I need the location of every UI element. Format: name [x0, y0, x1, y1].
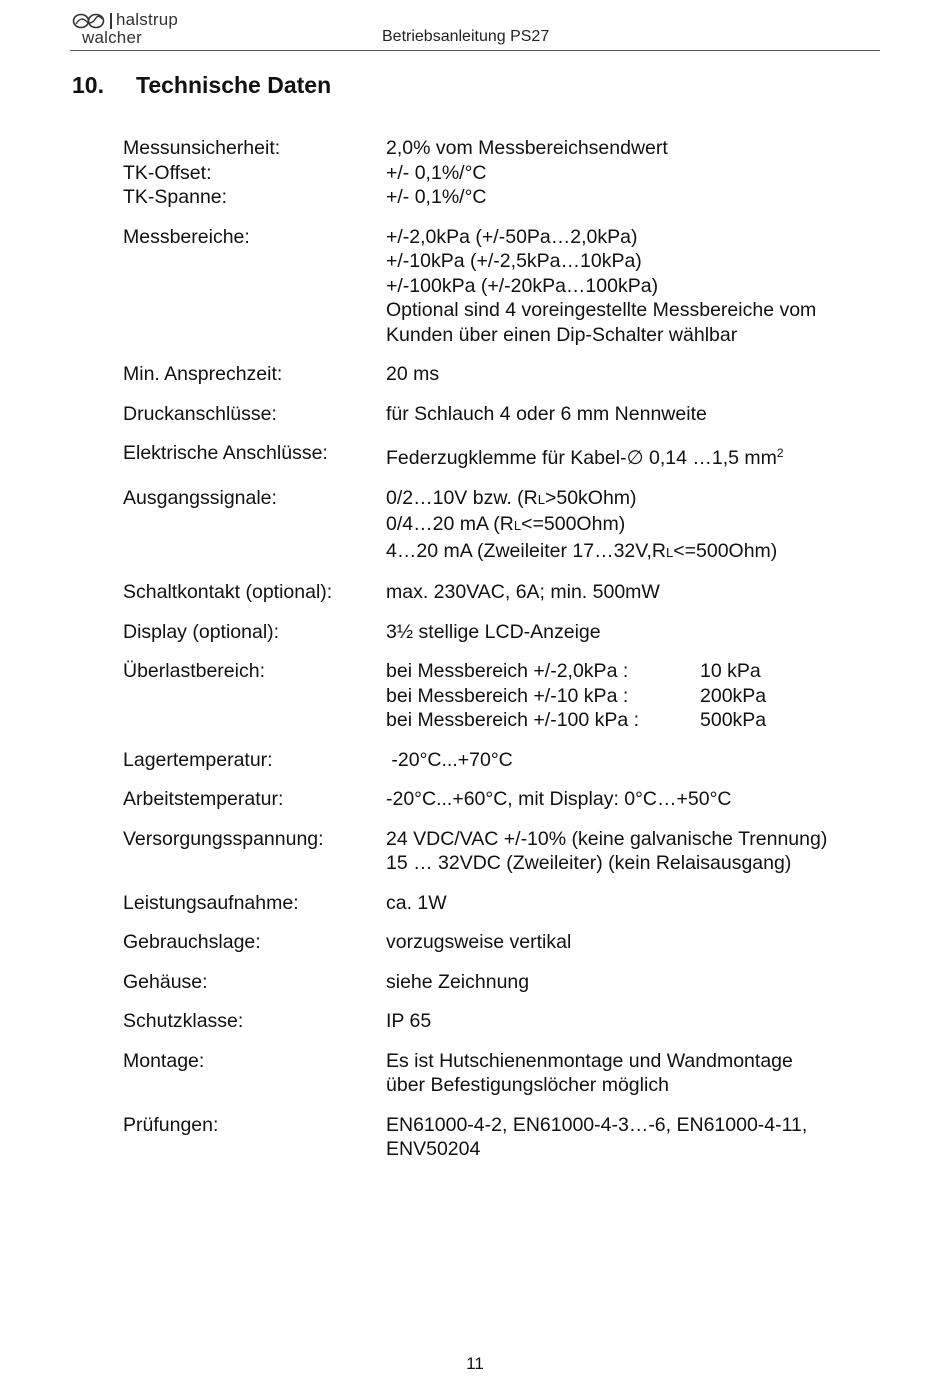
spec-label: Druckanschlüsse: [123, 402, 277, 425]
spec-row-druckanschluesse [123, 402, 883, 427]
spec-value-line [386, 486, 883, 513]
spec-value: +/- 0,1%/°C [386, 186, 487, 208]
spec-value-line [386, 512, 883, 539]
section-title: Technische Daten [136, 72, 332, 98]
spec-value-line: über Befestigungslöcher möglich [386, 1074, 669, 1096]
spec-row-gebrauchslage [123, 930, 883, 955]
spec-value: ca. 1W [386, 891, 447, 914]
overload-range: bei Messbereich +/-100 kPa : [386, 709, 640, 731]
spec-row-arbeitstemperatur [123, 787, 883, 812]
spec-row-tk-spanne [123, 185, 883, 210]
overload-row [386, 684, 883, 709]
text-part: 0/4…20 mA (R [386, 513, 514, 535]
page-number: 11 [466, 1354, 484, 1373]
spec-label: TK-Offset: [123, 161, 212, 184]
spec-row-schaltkontakt [123, 580, 883, 605]
spec-row-ausgangssignale [123, 486, 883, 566]
spec-label: Messbereiche: [123, 225, 250, 248]
page-header [70, 8, 880, 51]
subscript: L [537, 491, 545, 507]
text-part: >50kOhm) [544, 486, 637, 509]
spec-value-line: ENV50204 [386, 1138, 481, 1160]
spec-value-line: EN61000-4-2, EN61000-4-3…-6, EN61000-4-11, [386, 1113, 808, 1136]
overload-range: bei Messbereich +/-2,0kPa : [386, 660, 629, 682]
overload-value: 200kPa [700, 684, 767, 707]
spec-row-schutzklasse [123, 1009, 883, 1034]
superscript: 2 [776, 446, 784, 460]
spec-value: 2,0% vom Messbereichsendwert [386, 137, 668, 159]
spec-value-line: 24 VDC/VAC +/-10% (keine galvanische Trennung) [386, 827, 828, 850]
spec-value-text: Federzugklemme für Kabel-∅ 0,14 …1,5 mm [386, 447, 777, 469]
spec-label: Gehäuse: [123, 970, 208, 993]
spec-label: Überlastbereich: [123, 660, 265, 682]
spec-row-ueberlastbereich [123, 659, 883, 733]
spec-label: Prüfungen: [123, 1113, 219, 1136]
spec-value: vorzugsweise vertikal [386, 931, 572, 953]
spec-value: siehe Zeichnung [386, 970, 530, 993]
spec-row-versorgungsspannung [123, 827, 883, 876]
spec-label: Ausgangssignale: [123, 486, 277, 509]
spec-label: Arbeitstemperatur: [123, 788, 284, 810]
spec-label: Schaltkontakt (optional): [123, 581, 333, 603]
spec-label: Messunsicherheit: [123, 137, 281, 159]
spec-label: Display (optional): [123, 620, 280, 643]
spec-row-ansprechzeit [123, 362, 883, 387]
spec-label: Schutzklasse: [123, 1010, 244, 1032]
spec-value: 3½ stellige LCD-Anzeige [386, 620, 601, 643]
spec-label: Gebrauchslage: [123, 931, 261, 953]
spec-label: Lagertemperatur: [123, 748, 273, 771]
spec-row-display [123, 620, 883, 645]
spec-label: Min. Ansprechzeit: [123, 363, 283, 385]
overload-row [386, 708, 883, 733]
spec-value-line: +/-2,0kPa (+/-50Pa…2,0kPa) [386, 225, 638, 248]
overload-range: bei Messbereich +/-10 kPa : [386, 684, 629, 707]
spec-value-line: Es ist Hutschienenmontage und Wandmontage [386, 1049, 793, 1072]
text-part: 0/2…10V bzw. (R [386, 486, 538, 509]
spec-value-line: +/-10kPa (+/-2,5kPa…10kPa) [386, 250, 642, 272]
spec-value-line: +/-100kPa (+/-20kPa…100kPa) [386, 274, 659, 297]
spec-value [386, 441, 883, 471]
spec-label: Elektrische Anschlüsse: [123, 442, 328, 464]
logo-text-bottom: walcher [82, 28, 142, 47]
spec-label: TK-Spanne: [123, 186, 228, 208]
text-part: <=500Ohm) [673, 539, 778, 562]
spec-value-line: 15 … 32VDC (Zweileiter) (kein Relaisausgang) [386, 852, 792, 874]
spec-row-tk-offset [123, 161, 883, 186]
spec-row-messbereiche [123, 225, 883, 348]
spec-row-lagertemperatur [123, 748, 883, 773]
document-title: Betriebsanleitung PS27 [382, 28, 550, 45]
spec-label: Montage: [123, 1049, 205, 1072]
spec-row-messunsicherheit [123, 136, 883, 161]
spec-row-montage [123, 1049, 883, 1098]
spec-value: -20°C...+60°C, mit Display: 0°C…+50°C [386, 788, 732, 810]
subscript: L [513, 518, 522, 533]
overload-row [386, 659, 883, 684]
section-heading [72, 72, 331, 99]
spec-value-line: Optional sind 4 voreingestellte Messbereiche vom [386, 299, 817, 321]
overload-value: 10 kPa [700, 660, 761, 682]
logo-text-top: halstrup [116, 10, 179, 29]
spec-value: -20°C...+70°C [386, 748, 513, 771]
spec-value-line: Kunden über einen Dip-Schalter wählbar [386, 323, 738, 346]
text-part: 4…20 mA (Zweileiter 17…32V,R [386, 539, 666, 562]
spec-row-pruefungen [123, 1113, 883, 1162]
section-number: 10. [72, 72, 104, 98]
logo-divider [110, 13, 112, 29]
spec-value: für Schlauch 4 oder 6 mm Nennweite [386, 402, 707, 425]
spec-value: IP 65 [386, 1010, 432, 1032]
spec-value: max. 230VAC, 6A; min. 500mW [386, 581, 660, 603]
spec-label: Versorgungsspannung: [123, 827, 324, 850]
company-logo [72, 10, 192, 48]
text-part: <=500Ohm) [521, 513, 626, 535]
spec-value: +/- 0,1%/°C [386, 161, 487, 184]
overload-value: 500kPa [700, 709, 767, 731]
spec-row-leistungsaufnahme [123, 891, 883, 916]
spec-label: Leistungsaufnahme: [123, 891, 299, 914]
spec-list [123, 136, 883, 1177]
spec-value-line [386, 539, 883, 566]
subscript: L [666, 544, 674, 560]
spec-row-elektrische-anschluesse [123, 441, 883, 471]
spec-row-gehaeuse [123, 970, 883, 995]
spec-value: 20 ms [386, 363, 440, 385]
